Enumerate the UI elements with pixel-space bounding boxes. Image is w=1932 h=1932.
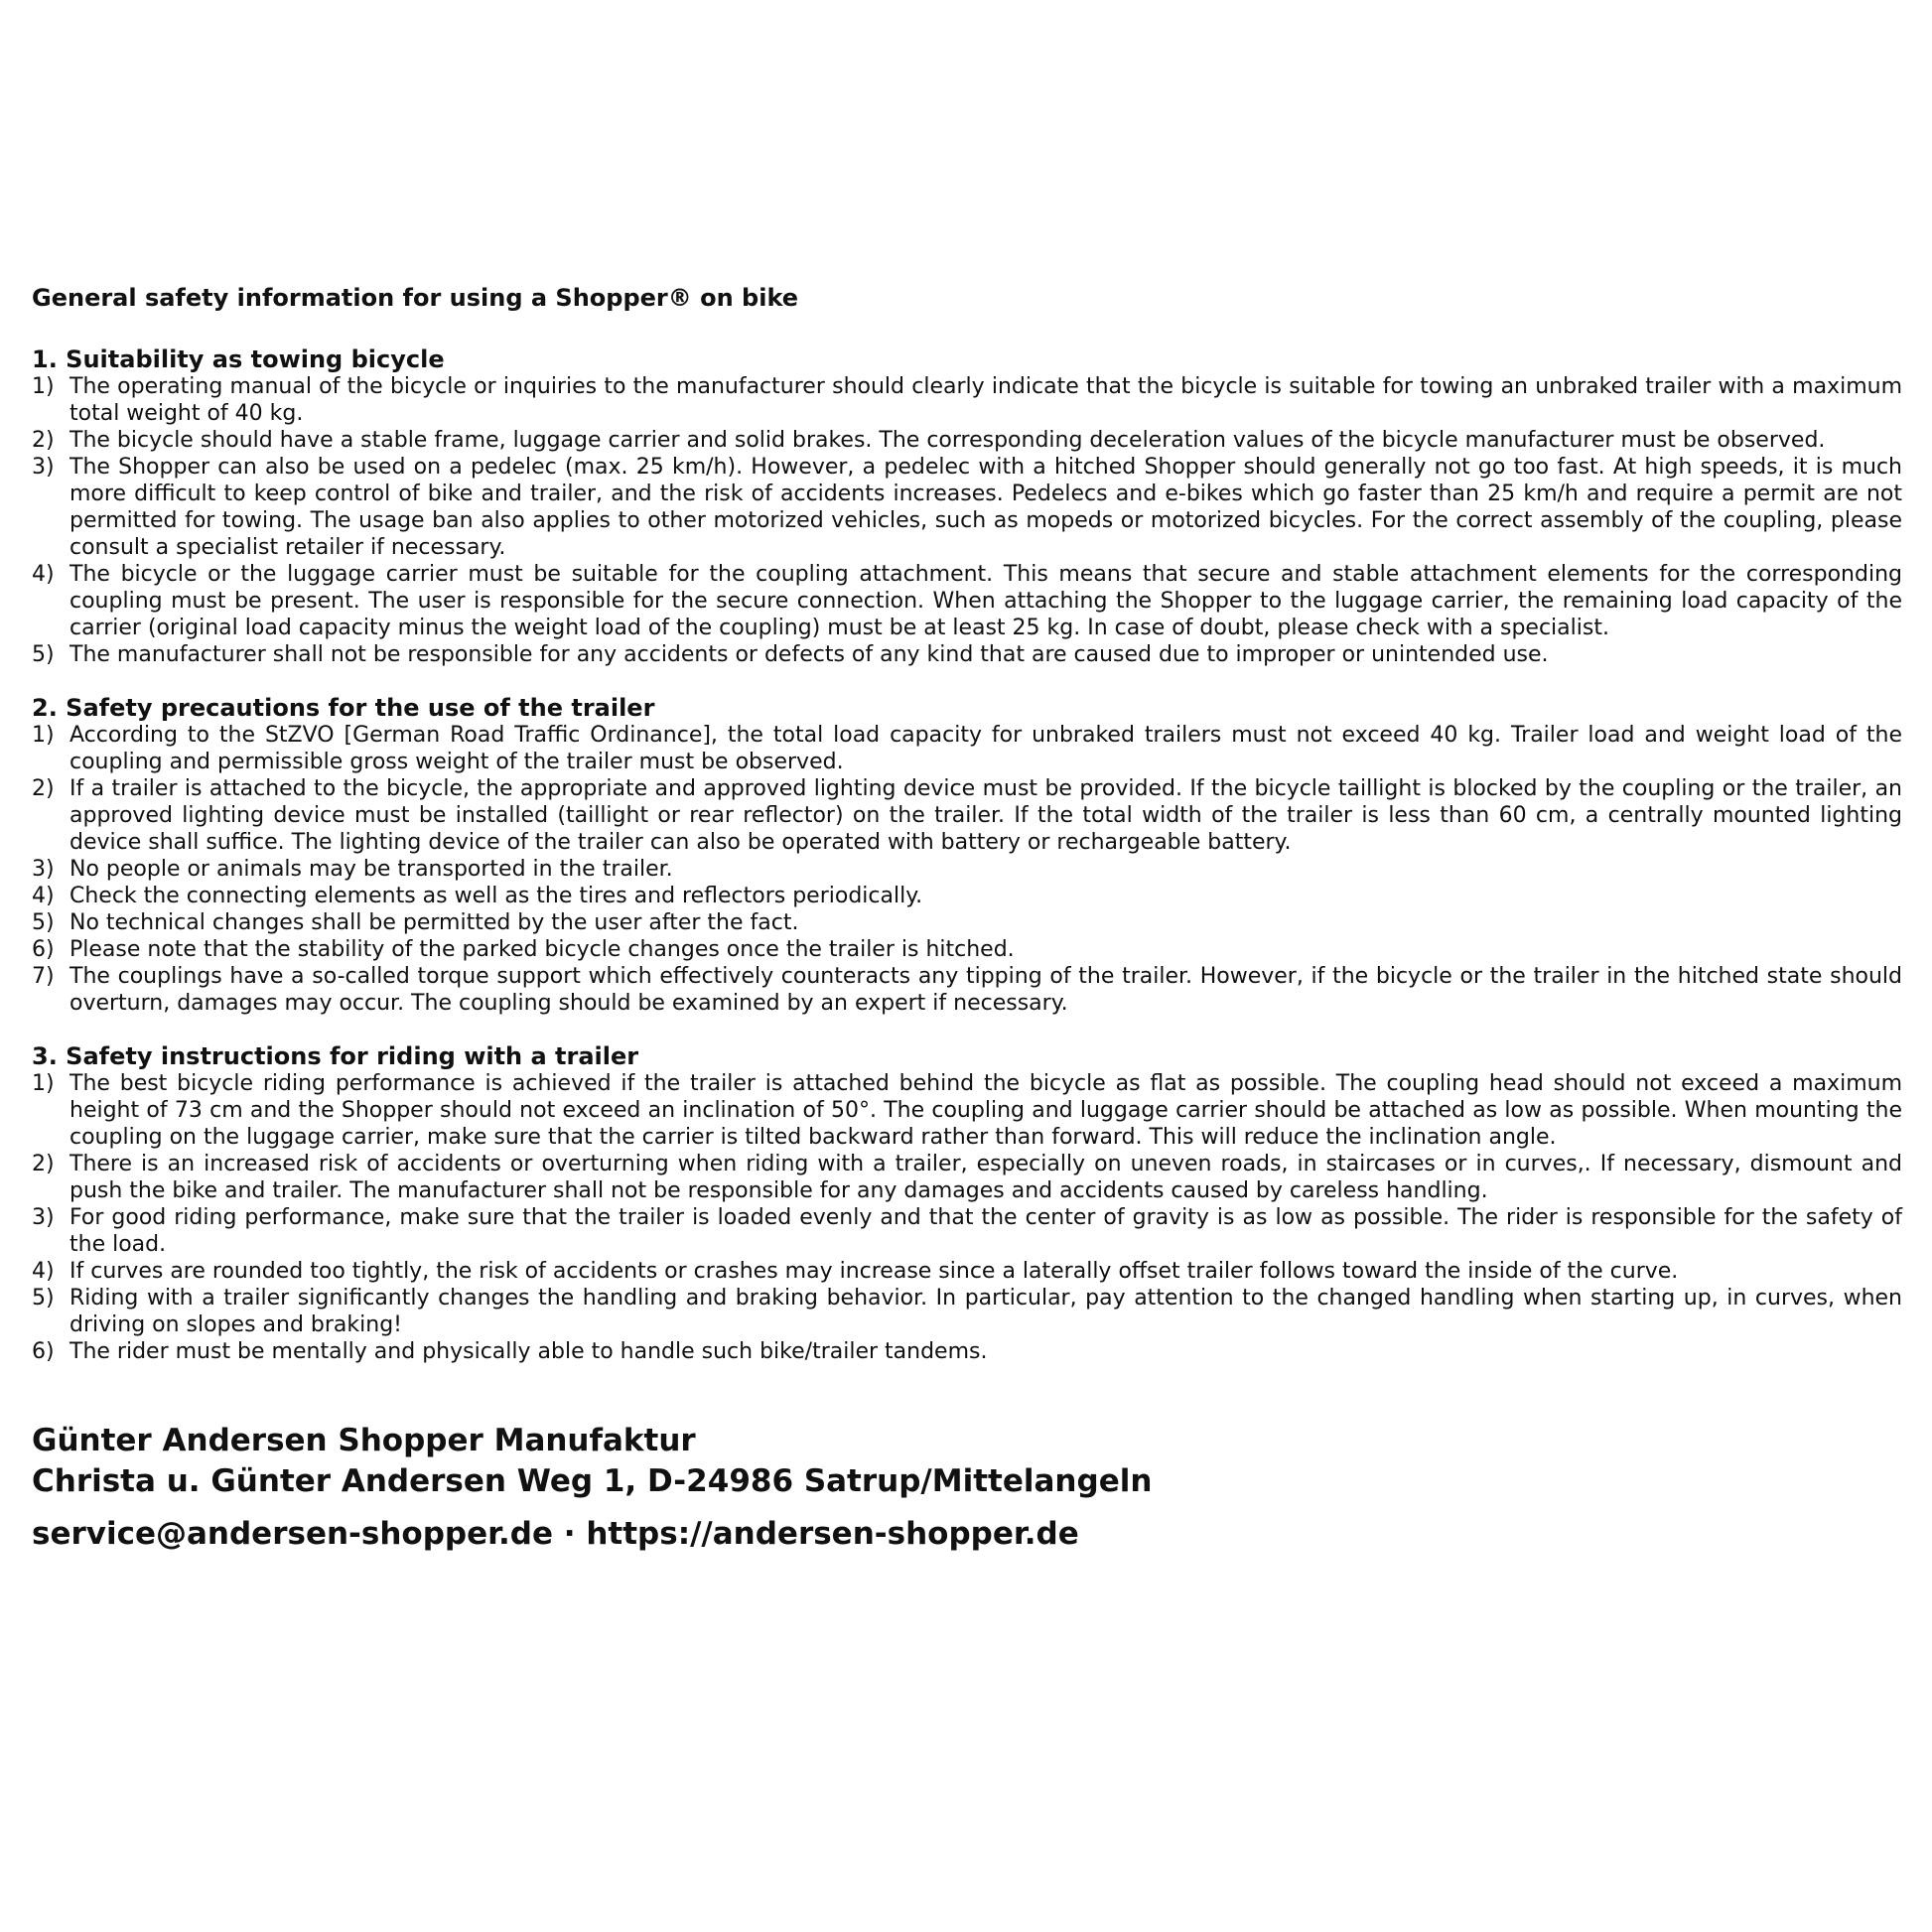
item-marker: 1) [32, 723, 55, 748]
section-riding-instructions [32, 1042, 1902, 1365]
item-marker: 3) [32, 455, 55, 480]
list-item [32, 454, 1902, 561]
list-item [32, 561, 1902, 641]
list-item [32, 775, 1902, 856]
item-marker: 1) [32, 374, 55, 399]
item-text: The Shopper can also be used on a pedelec (max. 25 km/h). However, a pedelec with a hitched Shopper should generally not go too fast. At high speeds, it is much more difficult to keep control of bike and trailer, and the risk of accidents increases. Pedelecs and e-bikes which go faster than 25 km/h and require a permit are not permitted for towing. The usage ban also applies to other motorized vehicles, such as mopeds or motorized bicycles. For the correct assembly of the coupling, please consult a specialist retailer if necessary. [69, 455, 1902, 560]
list-item [32, 1285, 1902, 1338]
item-marker: 6) [32, 1339, 55, 1364]
list-item [32, 1204, 1902, 1258]
page-title: General safety information for using a Shopper® on bike [32, 284, 799, 312]
item-text: Riding with a trailer significantly changes the handling and braking behavior. In particular, pay attention to the changed handling when starting up, in curves, when driving on slopes and braking! [69, 1286, 1902, 1337]
manufacturer-name: Günter Andersen Shopper Manufaktur [32, 1423, 696, 1458]
item-marker: 5) [32, 642, 55, 667]
item-marker: 4) [32, 1259, 55, 1284]
section-3-heading: 3. Safety instructions for riding with a trailer [32, 1042, 639, 1070]
item-marker: 3) [32, 857, 55, 882]
item-marker: 4) [32, 562, 55, 587]
item-text: Please note that the stability of the parked bicycle changes once the trailer is hitched. [69, 937, 1015, 962]
item-marker: 5) [32, 1286, 55, 1311]
item-text: The operating manual of the bicycle or inquiries to the manufacturer should clearly indicate that the bicycle is suitable for towing an unbraked trailer with a maximum total weight of 40 kg. [69, 374, 1902, 426]
item-text: If curves are rounded too tightly, the risk of accidents or crashes may increase since a laterally offset trailer follows toward the inside of the curve. [69, 1259, 1679, 1284]
list-item [32, 427, 1902, 454]
list-item [32, 641, 1902, 668]
list-item [32, 1151, 1902, 1204]
list-item [32, 1258, 1902, 1285]
item-text: If a trailer is attached to the bicycle, the appropriate and approved lighting device must be provided. If the bicycle taillight is blocked by the coupling or the trailer, an approved lighting device must be installed (taillight or rear reflector) on the trailer. If the total width of the trailer is less than 60 cm, a centrally mounted lighting device shall suffice. The lighting device of the trailer can also be operated with battery or rechargeable battery. [69, 776, 1902, 855]
list-item [32, 883, 1902, 909]
item-text: The bicycle or the luggage carrier must be suitable for the coupling attachment. This means that secure and stable attachment elements for the corresponding coupling must be present. The user is responsible for the secure connection. When attaching the Shopper to the luggage carrier, the remaining load capacity of the carrier (original load capacity minus the weight load of the coupling) must be at least 25 kg. In case of doubt, please check with a specialist. [69, 562, 1902, 640]
item-marker: 2) [32, 428, 55, 453]
list-item [32, 1070, 1902, 1151]
item-marker: 7) [32, 964, 55, 989]
item-marker: 2) [32, 1152, 55, 1176]
item-marker: 2) [32, 776, 55, 801]
item-text: The rider must be mentally and physically able to handle such bike/trailer tandems. [69, 1339, 988, 1364]
item-marker: 3) [32, 1205, 55, 1230]
item-marker: 1) [32, 1071, 55, 1096]
list-item [32, 963, 1902, 1017]
list-item [32, 1338, 1902, 1365]
list-item [32, 909, 1902, 936]
item-text: No technical changes shall be permitted by the user after the fact. [69, 910, 799, 935]
manufacturer-block [32, 1421, 1902, 1555]
list-item [32, 856, 1902, 883]
list-item [32, 373, 1902, 427]
item-marker: 4) [32, 884, 55, 908]
item-text: The bicycle should have a stable frame, luggage carrier and solid brakes. The corresponding deceleration values of the bicycle manufacturer must be observed. [69, 428, 1826, 453]
item-text: According to the StZVO [German Road Traffic Ordinance], the total load capacity for unbraked trailers must not exceed 40 kg. Trailer load and weight load of the coupling and permissible gross weight of the trailer must be observed. [69, 723, 1902, 774]
section-suitability [32, 345, 1902, 668]
item-text: The couplings have a so-called torque support which effectively counteracts any tipping of the trailer. However, if the bicycle or the trailer in the hitched state should overturn, damages may occur. The coupling should be examined by an expert if necessary. [69, 964, 1902, 1016]
manufacturer-contact: service@andersen-shopper.de · https://andersen-shopper.de [32, 1516, 1079, 1552]
item-text: The manufacturer shall not be responsible for any accidents or defects of any kind that are caused due to improper or unintended use. [69, 642, 1549, 667]
item-text: There is an increased risk of accidents or overturning when riding with a trailer, especially on uneven roads, in staircases or in curves,. If necessary, dismount and push the bike and trailer. The manufacturer shall not be responsible for any damages and accidents caused by careless handling. [69, 1152, 1902, 1203]
section-1-heading: 1. Suitability as towing bicycle [32, 345, 445, 373]
list-item [32, 722, 1902, 775]
section-safety-precautions [32, 694, 1902, 1017]
list-item [32, 936, 1902, 963]
manufacturer-address: Christa u. Günter Andersen Weg 1, D-24986 Satrup/Mittelangeln [32, 1463, 1153, 1499]
item-marker: 6) [32, 937, 55, 962]
item-marker: 5) [32, 910, 55, 935]
item-text: Check the connecting elements as well as the tires and reflectors periodically. [69, 884, 923, 908]
item-text: The best bicycle riding performance is achieved if the trailer is attached behind the bicycle as flat as possible. The coupling head should not exceed a maximum height of 73 cm and the Shopper should not exceed an inclination of 50°. The coupling and luggage carrier should be attached as low as possible. When mounting the coupling on the luggage carrier, make sure that the carrier is tilted backward rather than forward. This will reduce the inclination angle. [69, 1071, 1902, 1150]
item-text: No people or animals may be transported in the trailer. [69, 857, 673, 882]
item-text: For good riding performance, make sure that the trailer is loaded evenly and that the center of gravity is as low as possible. The rider is responsible for the safety of the load. [69, 1205, 1902, 1257]
section-2-heading: 2. Safety precautions for the use of the trailer [32, 694, 655, 722]
